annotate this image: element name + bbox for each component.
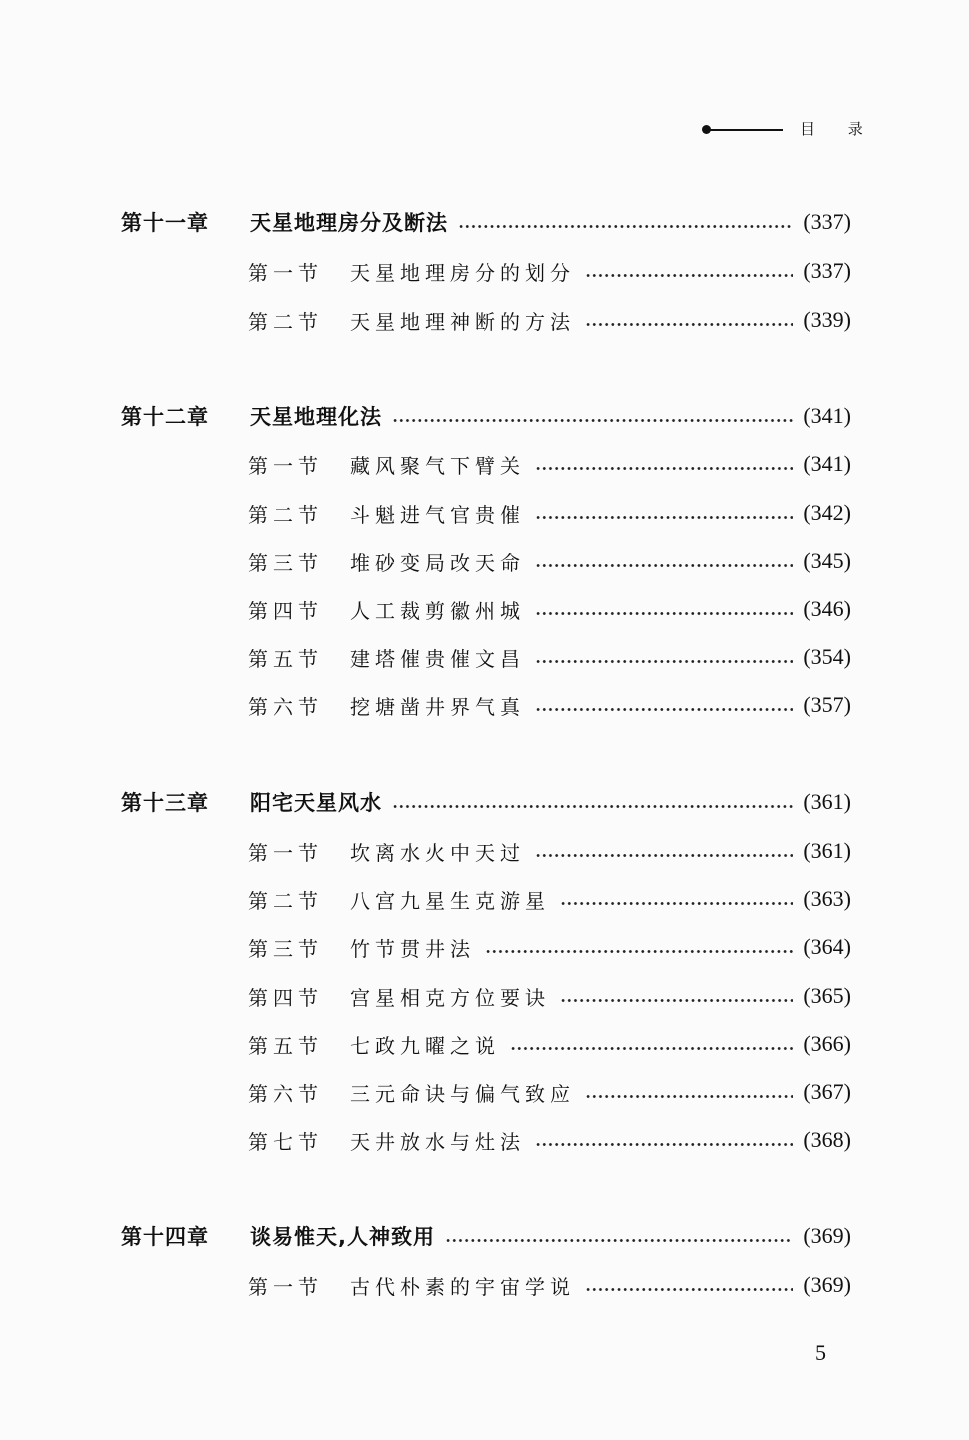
section-title: 堆砂变局改天命 bbox=[350, 550, 525, 575]
toc-chapter-11[interactable] bbox=[121, 204, 851, 240]
dot-leader bbox=[585, 1288, 793, 1291]
chapter-title: 天星地理化法 bbox=[250, 405, 382, 429]
section-label: 第一节 bbox=[248, 1274, 323, 1299]
page-ref: (339) bbox=[803, 307, 851, 332]
page-ref: (367) bbox=[803, 1079, 851, 1104]
section-title: 天星地理神断的方法 bbox=[350, 309, 575, 334]
section-label: 第七节 bbox=[248, 1129, 323, 1154]
section-label: 第六节 bbox=[248, 694, 323, 719]
chapter-label: 第十三章 bbox=[121, 791, 209, 815]
section-title: 宫星相克方位要诀 bbox=[350, 985, 550, 1010]
section-label: 第五节 bbox=[248, 646, 323, 671]
toc-section[interactable] bbox=[248, 446, 851, 482]
section-label: 第三节 bbox=[248, 936, 323, 961]
page-ref: (363) bbox=[803, 886, 851, 911]
dot-leader bbox=[560, 999, 793, 1002]
toc-section[interactable] bbox=[248, 639, 851, 675]
dot-leader bbox=[392, 805, 793, 808]
section-label: 第五节 bbox=[248, 1033, 323, 1058]
section-label: 第四节 bbox=[248, 985, 323, 1010]
dot-leader bbox=[560, 902, 793, 905]
section-label: 第二节 bbox=[248, 888, 323, 913]
toc-section[interactable] bbox=[248, 1074, 851, 1110]
page-ref: (364) bbox=[803, 934, 851, 959]
dot-leader bbox=[535, 516, 793, 519]
toc-section[interactable] bbox=[248, 543, 851, 579]
section-title: 斗魁进气官贵催 bbox=[350, 502, 525, 527]
section-title: 三元命诀与偏气致应 bbox=[350, 1081, 575, 1106]
chapter-title: 天星地理房分及断法 bbox=[250, 211, 448, 235]
dot-leader bbox=[535, 854, 793, 857]
page-ref: (357) bbox=[803, 692, 851, 717]
page-ref: (369) bbox=[803, 1272, 851, 1297]
page-ref: (342) bbox=[803, 500, 851, 525]
dot-leader bbox=[535, 660, 793, 663]
section-label: 第二节 bbox=[248, 309, 323, 334]
toc-section[interactable] bbox=[248, 1026, 851, 1062]
chapter-title: 谈易惟天,人神致用 bbox=[250, 1225, 435, 1249]
chapter-label: 第十一章 bbox=[121, 211, 209, 235]
dot-leader bbox=[585, 274, 793, 277]
section-label: 第六节 bbox=[248, 1081, 323, 1106]
chapter-title: 阳宅天星风水 bbox=[250, 791, 382, 815]
dot-leader bbox=[535, 564, 793, 567]
page-ref: (369) bbox=[803, 1223, 851, 1248]
page-number: 5 bbox=[815, 1340, 826, 1365]
section-title: 建塔催贵催文昌 bbox=[350, 646, 525, 671]
page-ref: (365) bbox=[803, 983, 851, 1008]
section-title: 古代朴素的宇宙学说 bbox=[350, 1274, 575, 1299]
section-title: 七政九曜之说 bbox=[350, 1033, 500, 1058]
section-title: 天星地理房分的划分 bbox=[350, 260, 575, 285]
toc-section[interactable] bbox=[248, 929, 851, 965]
toc-section[interactable] bbox=[248, 687, 851, 723]
dot-leader bbox=[485, 950, 793, 953]
page-ref: (341) bbox=[803, 403, 851, 428]
page-ref: (345) bbox=[803, 548, 851, 573]
header-rule bbox=[708, 129, 783, 131]
chapter-label: 第十二章 bbox=[121, 405, 209, 429]
dot-leader bbox=[392, 419, 793, 422]
dot-leader bbox=[458, 225, 793, 228]
section-label: 第一节 bbox=[248, 840, 323, 865]
page-ref: (361) bbox=[803, 789, 851, 814]
page-ref: (337) bbox=[803, 258, 851, 283]
section-label: 第一节 bbox=[248, 260, 323, 285]
chapter-label: 第十四章 bbox=[121, 1225, 209, 1249]
page-ref: (341) bbox=[803, 451, 851, 476]
dot-leader bbox=[585, 1095, 793, 1098]
dot-leader bbox=[535, 467, 793, 470]
toc-section[interactable] bbox=[248, 253, 851, 289]
toc-section[interactable] bbox=[248, 1267, 851, 1303]
toc-section[interactable] bbox=[248, 978, 851, 1014]
toc-chapter-13[interactable] bbox=[121, 784, 851, 820]
toc-chapter-12[interactable] bbox=[121, 398, 851, 434]
page-ref: (354) bbox=[803, 644, 851, 669]
page-ref: (337) bbox=[803, 209, 851, 234]
dot-leader bbox=[445, 1239, 793, 1242]
section-label: 第四节 bbox=[248, 598, 323, 623]
header-title: 目 录 bbox=[800, 120, 877, 138]
toc-section[interactable] bbox=[248, 495, 851, 531]
dot-leader bbox=[535, 612, 793, 615]
section-label: 第三节 bbox=[248, 550, 323, 575]
running-header bbox=[700, 118, 877, 142]
section-title: 天井放水与灶法 bbox=[350, 1129, 525, 1154]
page-ref: (346) bbox=[803, 596, 851, 621]
section-title: 挖塘凿井界气真 bbox=[350, 694, 525, 719]
toc-section[interactable] bbox=[248, 833, 851, 869]
section-title: 竹节贯井法 bbox=[350, 936, 475, 961]
dot-leader bbox=[510, 1047, 793, 1050]
page-ref: (366) bbox=[803, 1031, 851, 1056]
section-title: 坎离水火中天过 bbox=[350, 840, 525, 865]
toc-section[interactable] bbox=[248, 591, 851, 627]
dot-leader bbox=[535, 708, 793, 711]
toc-section[interactable] bbox=[248, 1122, 851, 1158]
dot-leader bbox=[535, 1143, 793, 1146]
section-label: 第一节 bbox=[248, 453, 323, 478]
section-title: 藏风聚气下臂关 bbox=[350, 453, 525, 478]
toc-chapter-14[interactable] bbox=[121, 1218, 851, 1254]
page-ref: (368) bbox=[803, 1127, 851, 1152]
section-title: 人工裁剪徽州城 bbox=[350, 598, 525, 623]
toc-section[interactable] bbox=[248, 302, 851, 338]
section-title: 八宫九星生克游星 bbox=[350, 888, 550, 913]
toc-section[interactable] bbox=[248, 881, 851, 917]
page-ref: (361) bbox=[803, 838, 851, 863]
section-label: 第二节 bbox=[248, 502, 323, 527]
dot-leader bbox=[585, 323, 793, 326]
